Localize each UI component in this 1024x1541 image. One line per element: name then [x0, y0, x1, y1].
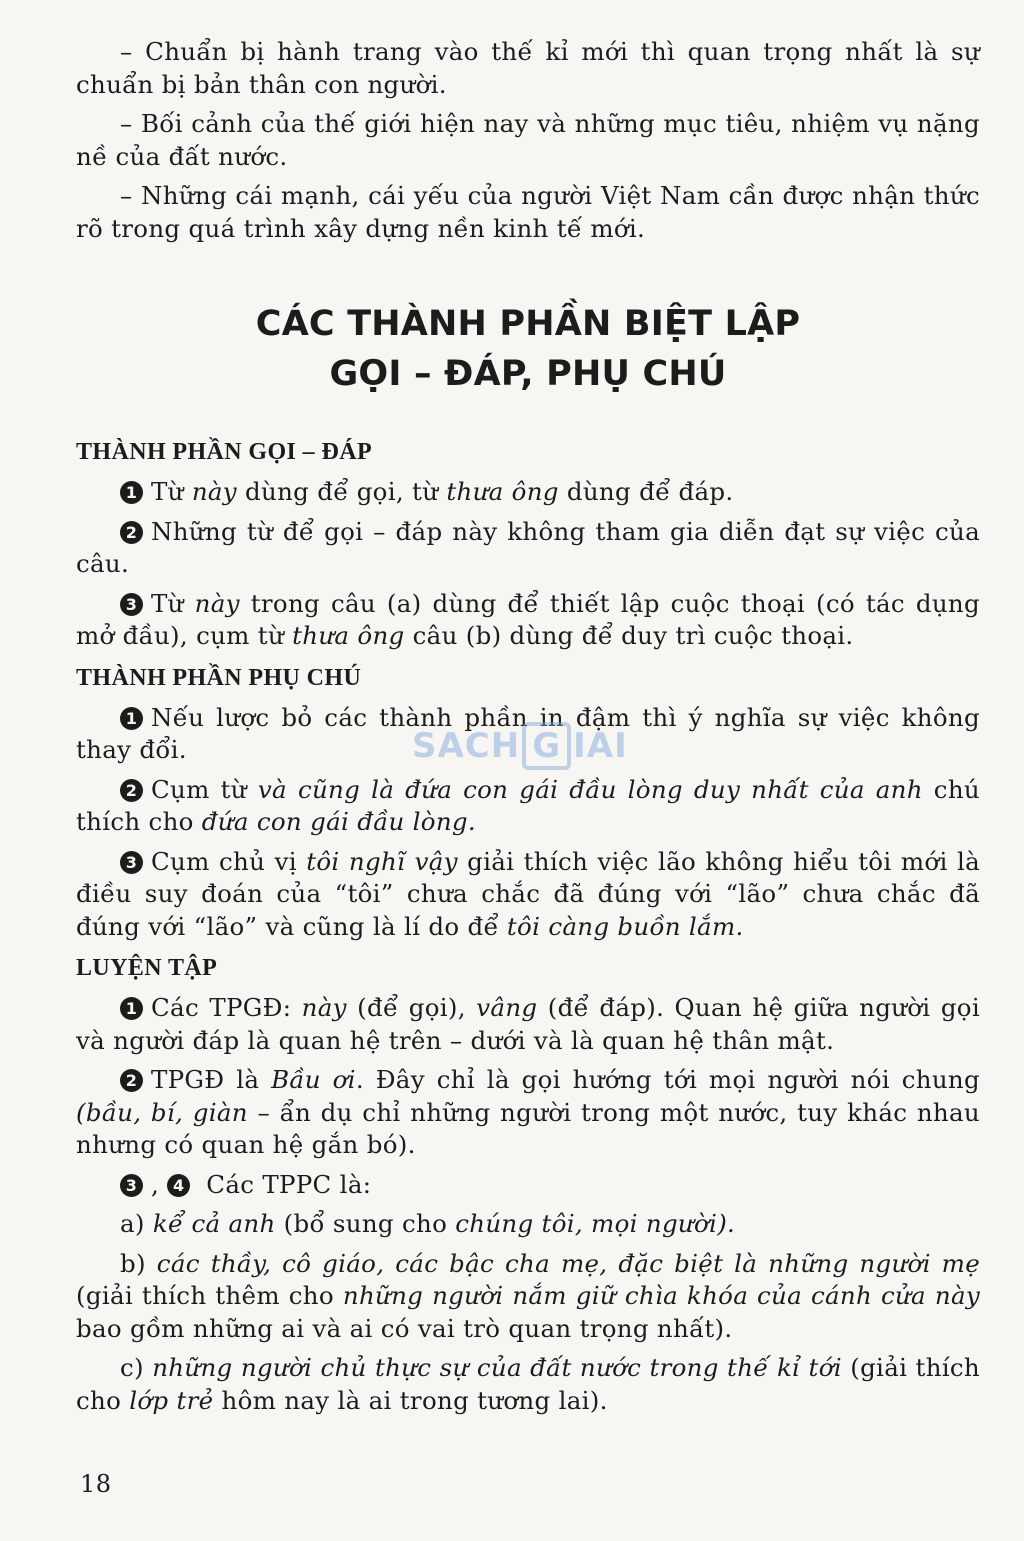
intro-paragraph-2: – Bối cảnh của thế giới hiện nay và những mục tiêu, nhiệm vụ nặng nề của đất nước.	[76, 109, 980, 171]
number-1-icon: 1	[120, 997, 143, 1020]
phu-chu-item-1: 1 Nếu lược bỏ các thành phần in đậm thì ý nghĩa sự việc không thay đổi.	[76, 702, 980, 764]
goi-dap-item-1: 1 Từ này dùng để gọi, từ thưa ông dùng để đáp.	[76, 476, 980, 509]
intro-paragraph-1: – Chuẩn bị hành trang vào thế kỉ mới thì quan trọng nhất là sự chuẩn bị bản thân con người.	[76, 37, 980, 99]
lesson-title-line-2: GỌI – ĐÁP, PHỤ CHÚ	[329, 354, 727, 394]
goi-dap-item-3: 3 Từ này trong câu (a) dùng để thiết lập cuộc thoại (có tác dụng mở đầu), cụm từ thưa ông câu (b) dùng để duy trì cuộc thoại.	[76, 588, 980, 650]
sachgiai-watermark: SACH G IAI	[412, 722, 628, 770]
luyen-tap-item-3-4: 3 , 4 Các TPPC là:	[76, 1169, 980, 1202]
intro-paragraph-3: – Những cái mạnh, cái yếu của người Việt Nam cần được nhận thức rõ trong quá trình xây dựng nền kinh tế mới.	[76, 181, 980, 243]
number-4-icon: 4	[167, 1174, 190, 1197]
number-2-icon: 2	[120, 521, 143, 544]
luyen-tap-sub-a: a) kể cả anh (bổ sung cho chúng tôi, mọi người).	[120, 1209, 736, 1238]
number-2-icon: 2	[120, 1069, 143, 1092]
lesson-title	[76, 299, 980, 399]
phu-chu-item-2: 2 Cụm từ và cũng là đứa con gái đầu lòng duy nhất của anh chú thích cho đứa con gái đầu lòng.	[76, 774, 980, 836]
number-2-icon: 2	[120, 779, 143, 802]
page-number: 18	[80, 1470, 112, 1498]
number-3-icon: 3	[120, 851, 143, 874]
number-3-icon: 3	[120, 593, 143, 616]
number-1-icon: 1	[120, 707, 143, 730]
number-1-icon: 1	[120, 481, 143, 504]
section-heading-phu-chu: THÀNH PHẦN PHỤ CHÚ	[76, 664, 362, 691]
luyen-tap-item-2: 2 TPGĐ là Bầu ơi. Đây chỉ là gọi hướng tới mọi người nói chung (bầu, bí, giàn – ẩn dụ chỉ những người trong một nước, tuy khác nhau nhưng có quan hệ gắn bó).	[76, 1065, 980, 1159]
luyen-tap-item-1: 1 Các TPGĐ: này (để gọi), vâng (để đáp). Quan hệ giữa người gọi và người đáp là quan hệ trên – dưới và là quan hệ thân mật.	[76, 993, 980, 1055]
section-heading-goi-dap: THÀNH PHẦN GỌI – ĐÁP	[76, 439, 372, 465]
luyen-tap-sub-b: b) các thầy, cô giáo, các bậc cha mẹ, đặc biệt là những người mẹ (giải thích thêm cho những người nắm giữ chìa khóa của cánh cửa này bao gồm những ai và ai có vai trò quan trọng nhất).	[76, 1248, 980, 1343]
luyen-tap-sub-c: c) những người chủ thực sự của đất nước trong thế kỉ tới (giải thích cho lớp trẻ hôm nay là ai trong tương lai).	[76, 1353, 981, 1415]
lesson-title-line-1: CÁC THÀNH PHẦN BIỆT LẬP	[255, 304, 801, 344]
number-3-icon: 3	[120, 1174, 143, 1197]
section-heading-luyen-tap: LUYỆN TẬP	[76, 955, 218, 981]
phu-chu-item-3: 3 Cụm chủ vị tôi nghĩ vậy giải thích việc lão không hiểu tôi mới là điều suy đoán của “tôi” chưa chắc đã đúng với “lão” chưa chắc đã đúng với “lão” và cũng là lí do để tôi càng buồn lắm.	[76, 846, 980, 941]
goi-dap-item-2: 2 Những từ để gọi – đáp này không tham gia diễn đạt sự việc của câu.	[76, 516, 980, 578]
